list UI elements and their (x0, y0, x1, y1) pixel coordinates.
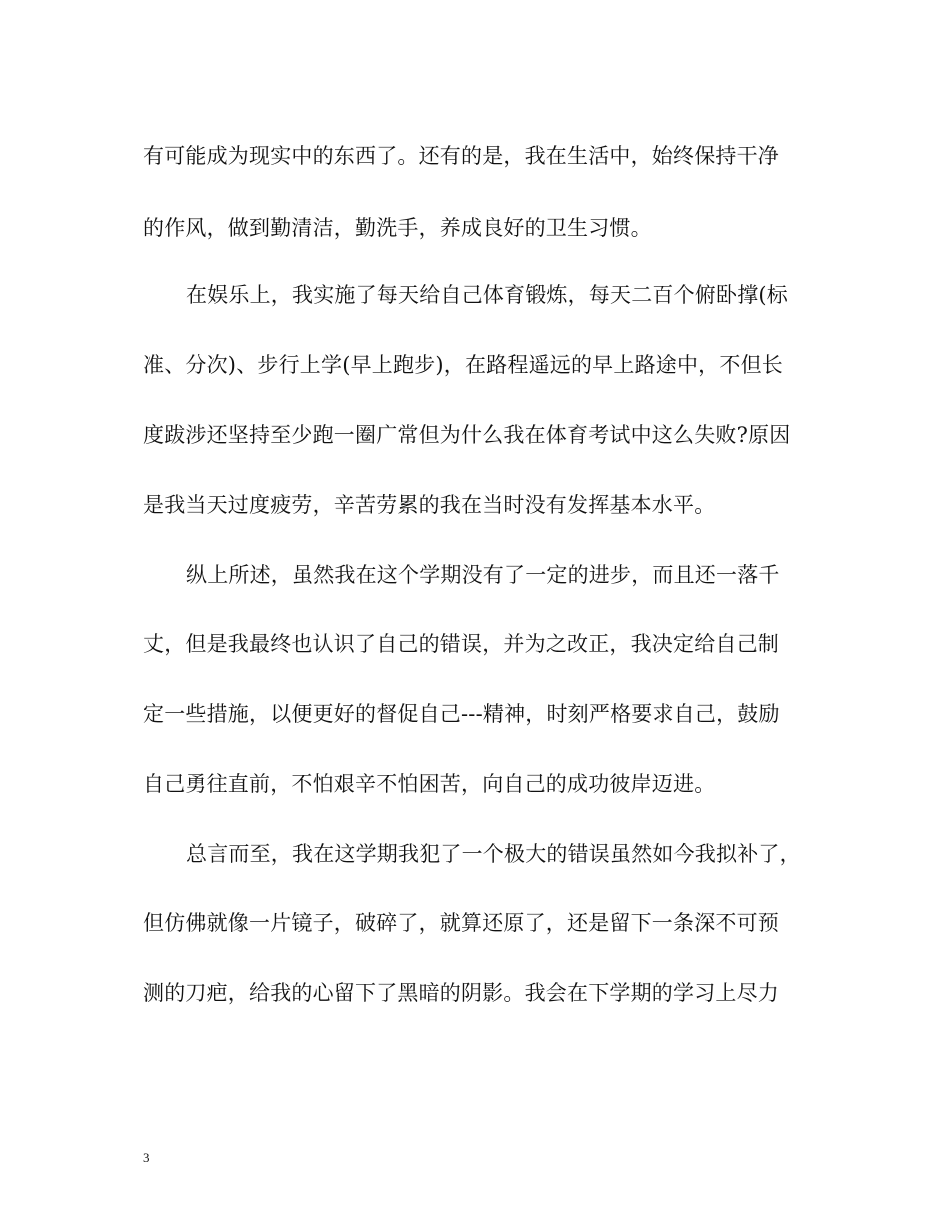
text-line: 准、分次)、步行上学(早上跑步)，在路程遥远的早上路途中，不但长 (143, 353, 783, 377)
text-line: 是我当天过度疲劳，辛苦劳累的我在当时没有发挥基本水平。 (143, 493, 716, 517)
text-line: 在娱乐上，我实施了每天给自己体育锻炼，每天二百个俯卧撑(标 (186, 283, 788, 307)
text-line: 丈，但是我最终也认识了自己的错误，并为之改正，我决定给自己制 (143, 632, 779, 656)
text-line: 有可能成为现实中的东西了。还有的是，我在生活中，始终保持干净 (143, 144, 779, 168)
text-line: 测的刀疤，给我的心留下了黑暗的阴影。我会在下学期的学习上尽力 (143, 981, 779, 1005)
text-line: 纵上所述，虽然我在这个学期没有了一定的进步，而且还一落千 (186, 563, 780, 587)
text-line: 总言而至，我在这学期我犯了一个极大的错误虽然如今我拟补了， (186, 842, 801, 866)
text-line: 但仿佛就像一片镜子，破碎了，就算还原了，还是留下一条深不可预 (143, 911, 779, 935)
text-line: 定一些措施，以便更好的督促自己---精神，时刻严格要求自己，鼓励 (143, 702, 780, 726)
text-line: 度跋涉还坚持至少跑一圈广常但为什么我在体育考试中这么失败?原因 (143, 423, 791, 447)
page-number: 3 (143, 1150, 150, 1165)
text-line: 的作风，做到勤清洁，勤洗手，养成良好的卫生习惯。 (143, 216, 652, 240)
text-line: 自己勇往直前，不怕艰辛不怕困苦，向自己的成功彼岸迈进。 (143, 772, 716, 796)
